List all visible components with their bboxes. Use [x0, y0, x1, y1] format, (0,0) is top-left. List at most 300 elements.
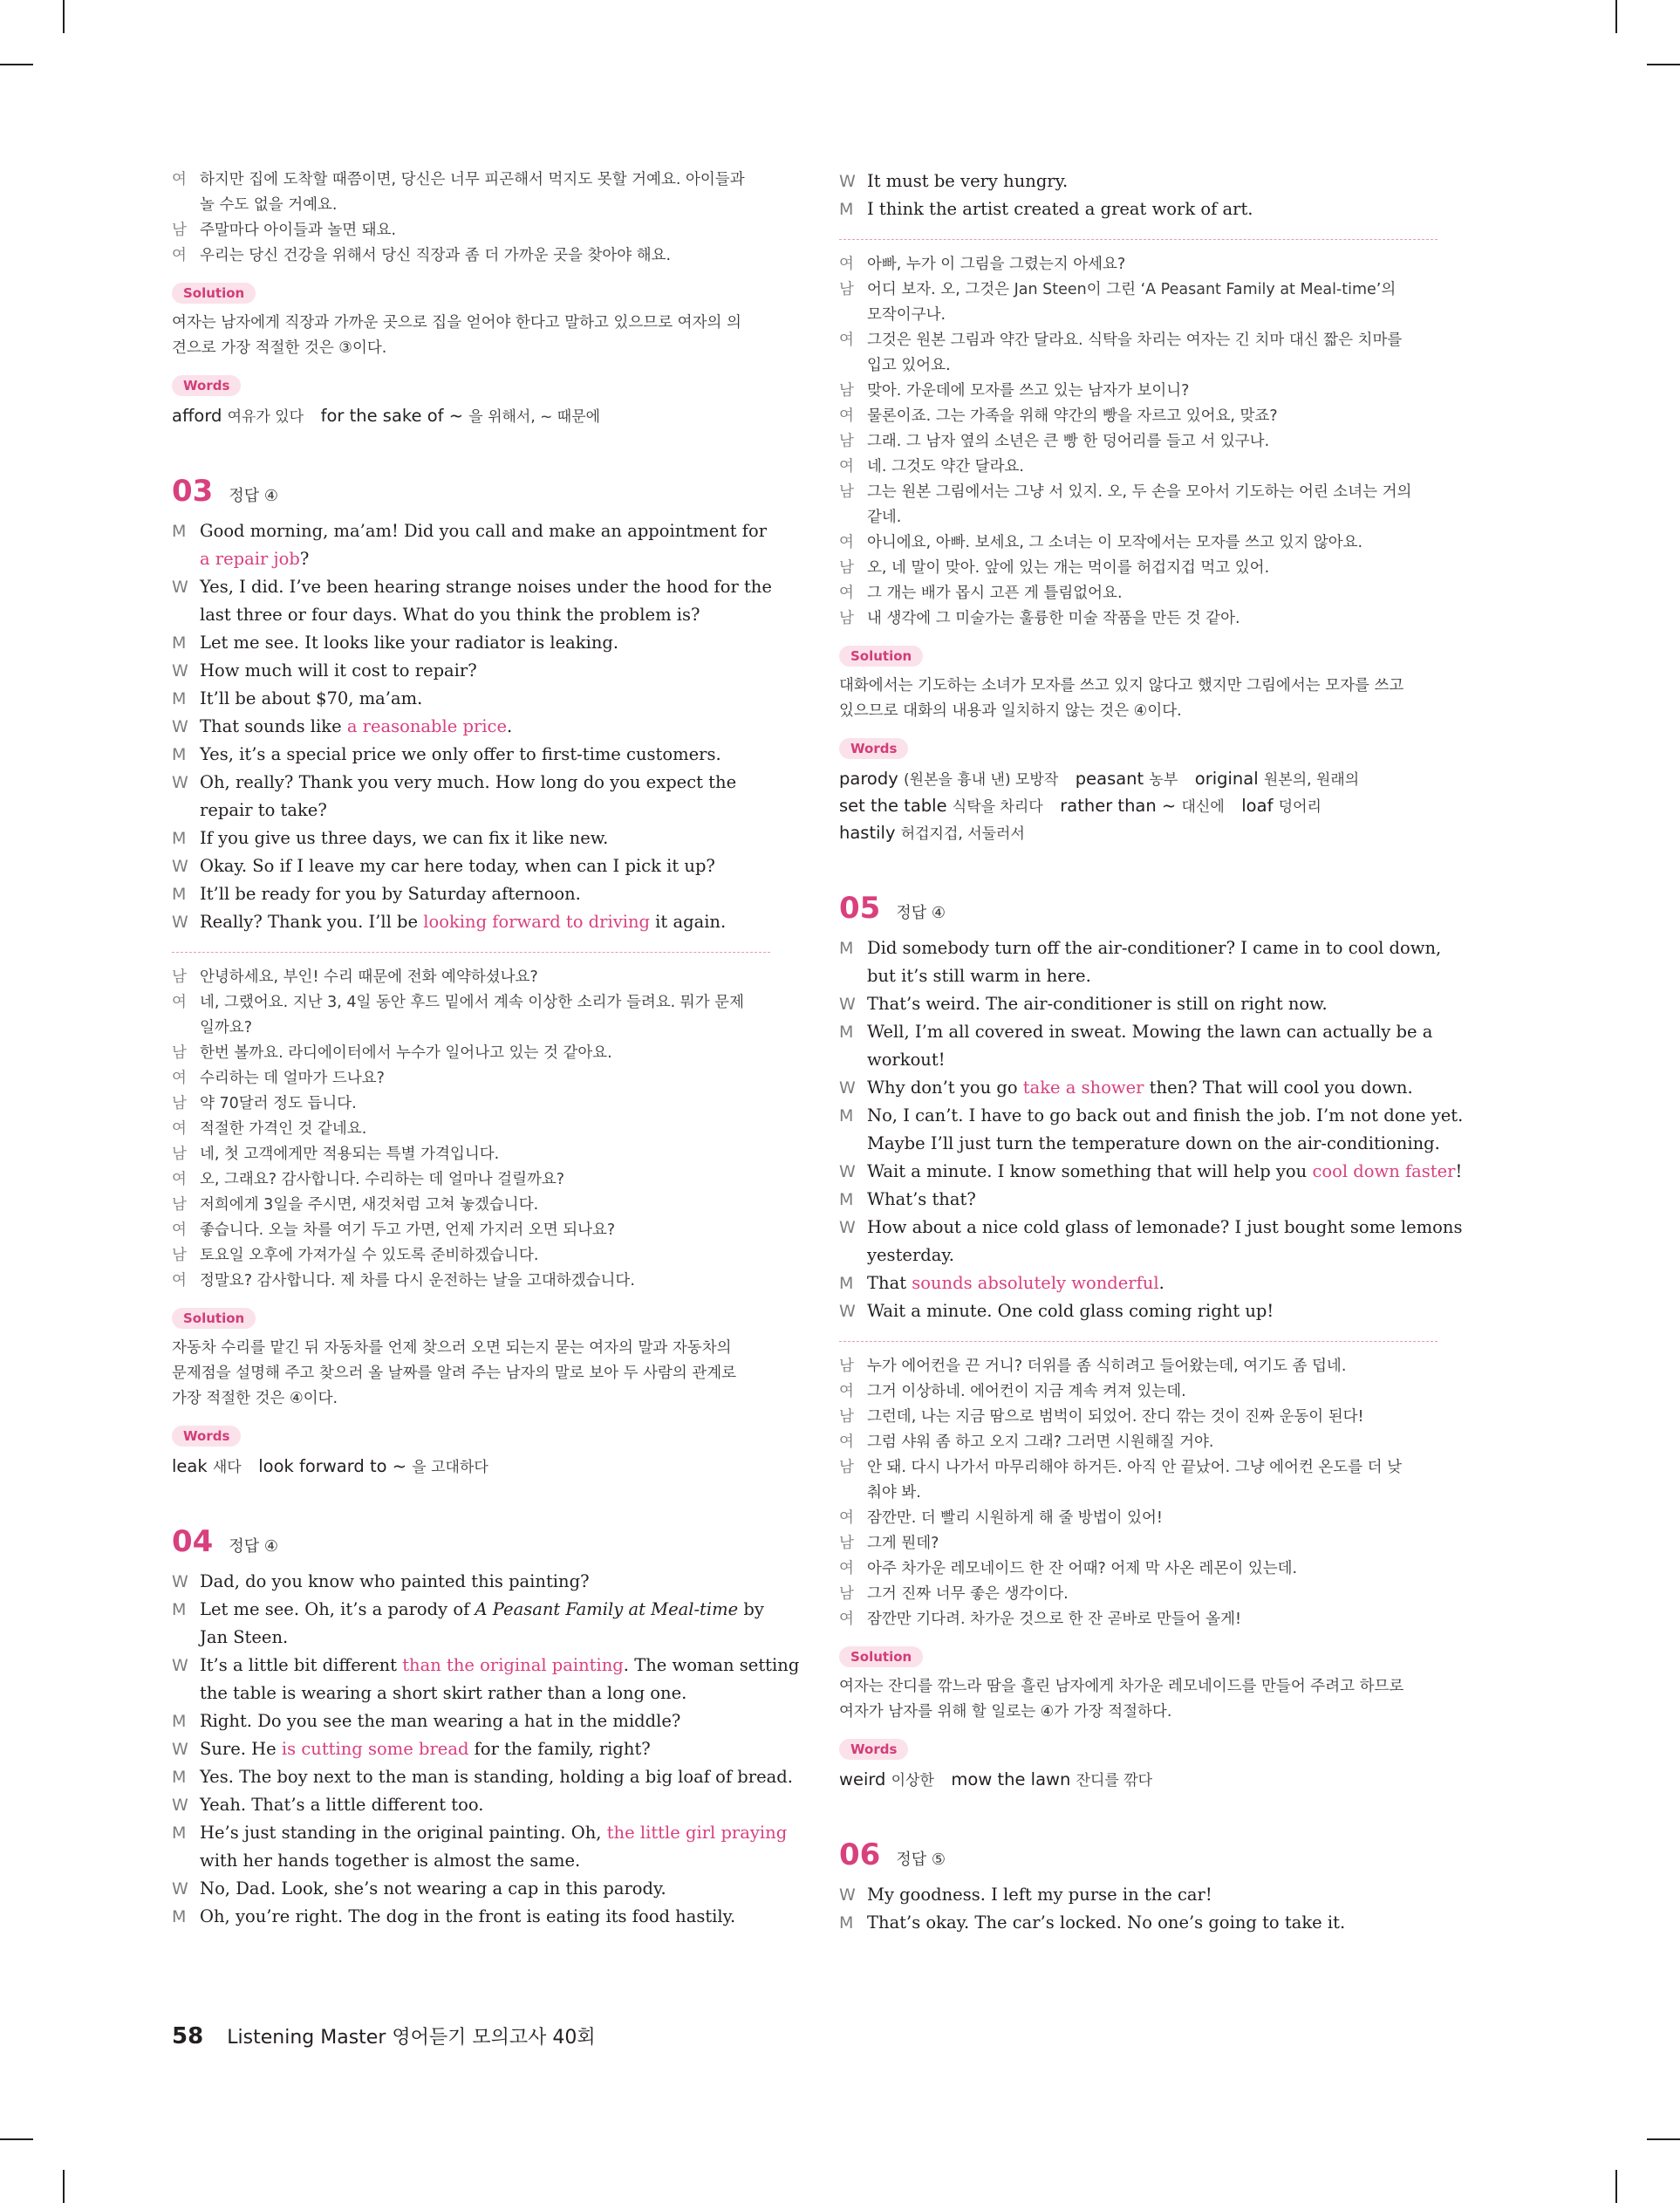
dialogue-text: by: [738, 1599, 764, 1619]
korean-translation: [839, 252, 1438, 632]
words-row: [839, 1767, 1438, 1794]
speaker-label: M: [172, 745, 187, 764]
dialogue-line: [172, 573, 770, 601]
highlight-phrase: the little girl praying: [606, 1823, 788, 1843]
translation-text: 모작이구나.: [867, 306, 946, 324]
dialogue-text: Yes. The boy next to the man is standing, holding a big loaf of bread.: [200, 1767, 793, 1787]
solution-line: 있으므로 대화의 내용과 일치하지 않는 것은 ④이다.: [839, 702, 1182, 720]
words-list: [172, 1454, 770, 1481]
translation-text: 같네.: [867, 509, 902, 526]
speaker-label: 여: [839, 585, 854, 602]
dialogue-line: [172, 824, 770, 852]
words-badge: Words: [172, 1426, 241, 1447]
speaker-label: 남: [172, 968, 187, 986]
crop-mark: [1647, 64, 1680, 65]
translation-text: 오, 네 말이 맞아. 앞에 있는 개는 먹이를 허겁지겁 먹고 있어.: [867, 559, 1270, 577]
translation-text: 한번 볼까요. 라디에이터에서 누수가 일어나고 있는 것 같아요.: [200, 1044, 612, 1062]
vocab-meaning: 을 고대하다: [412, 1459, 488, 1476]
crop-mark: [63, 0, 65, 33]
speaker-label: W: [172, 913, 188, 932]
translation-line: [172, 965, 770, 990]
dialogue-text: No, I can’t. I have to go back out and finish the job. I’m not done yet.: [867, 1105, 1464, 1125]
solution-line: 여자는 남자에게 직장과 가까운 곳으로 집을 얻어야 한다고 말하고 있으므로 여자의 의: [172, 314, 741, 332]
english-dialogue: [172, 1568, 800, 1931]
dialogue-text: !: [1455, 1161, 1463, 1181]
question-number: 03: [172, 474, 214, 509]
dialogue-line: [172, 769, 770, 797]
dialogue-text: It’ll be ready for you by Saturday afternoon.: [200, 884, 581, 904]
dialogue-text: A Peasant Family at Meal-time: [475, 1599, 739, 1619]
translation-text: 내 생각에 그 미술가는 훌륭한 미술 작품을 만든 것 같아.: [867, 610, 1240, 627]
speaker-label: W: [172, 1656, 188, 1675]
speaker-label: 여: [839, 458, 854, 475]
dialogue-text: workout!: [867, 1050, 946, 1070]
vocab-meaning: 이상한: [891, 1772, 934, 1789]
translation-text: 입고 있어요.: [867, 357, 951, 374]
words-badge: Words: [172, 375, 241, 396]
speaker-label: 남: [839, 1535, 854, 1552]
speaker-label: W: [839, 1302, 856, 1321]
dialogue-line: [839, 1186, 1438, 1214]
speaker-label: M: [172, 885, 187, 904]
speaker-label: M: [839, 1106, 854, 1125]
solution-line: 대화에서는 기도하는 소녀가 모자를 쓰고 있지 않다고 했지만 그림에서는 모자를 쓰고: [839, 677, 1404, 694]
translation-text: 약 70달러 정도 듭니다.: [200, 1095, 357, 1112]
translation-text: 맞아. 가운데에 모자를 쓰고 있는 남자가 보이니?: [867, 382, 1190, 400]
translation-line: [839, 480, 1438, 505]
translation-line: [839, 1379, 1438, 1405]
vocab-term: leak: [172, 1456, 208, 1476]
speaker-label: W: [839, 1162, 856, 1181]
words-list: [172, 403, 770, 430]
dialogue-text: Good morning, ma’am! Did you call and make an appointment for: [200, 521, 768, 541]
translation-line: [839, 303, 1438, 328]
translation-line: [839, 455, 1438, 480]
dialogue-line: [172, 1875, 770, 1903]
vocab-term: set the table: [839, 796, 947, 816]
dialogue-line: [172, 1819, 788, 1847]
dialogue-text: Sure. He: [200, 1739, 282, 1759]
dialogue-line: [172, 1680, 770, 1707]
dialogue-text: . The woman setting: [623, 1655, 800, 1675]
question-header: [839, 1837, 1438, 1872]
question-number: 06: [839, 1837, 881, 1872]
speaker-label: M: [172, 633, 187, 653]
solution-badge: Solution: [839, 646, 923, 667]
speaker-label: 여: [839, 332, 854, 349]
translation-line: [172, 1167, 770, 1193]
dialogue-line: [839, 1269, 1438, 1297]
solution-line: 견으로 가장 적절한 것은 ③이다.: [172, 339, 387, 357]
dialogue-line: [172, 797, 770, 824]
dialogue-text: Did somebody turn off the air-conditioner? I came in to cool down,: [867, 938, 1442, 958]
crop-mark: [1615, 0, 1617, 33]
translation-text: 그 개는 배가 몹시 고픈 게 틀림없어요.: [867, 585, 1123, 602]
speaker-label: 여: [172, 994, 187, 1011]
dialogue-line: [839, 1214, 1463, 1242]
dialogue-line: [839, 1130, 1438, 1158]
translation-text: 네. 그것도 약간 달라요.: [867, 458, 1024, 475]
translation-text: 물론이죠. 그는 가족을 위해 약간의 빵을 자르고 있어요, 맞죠?: [867, 407, 1278, 425]
translation-text: 주말마다 아이들과 놀면 돼요.: [200, 222, 397, 239]
translation-text: 네, 첫 고객에게만 적용되는 특별 가격입니다.: [200, 1146, 500, 1163]
speaker-label: 여: [839, 256, 854, 273]
translation-text: 적절한 가격인 것 같네요.: [200, 1120, 367, 1138]
speaker-label: 남: [172, 1196, 187, 1214]
dialogue-line: [172, 741, 770, 769]
translation-line: [172, 1066, 770, 1091]
dialogue-line: [172, 880, 770, 908]
translation-text: 아빠, 누가 이 그림을 그렸는지 아세요?: [867, 256, 1126, 273]
dialogue-text: Wait a minute. One cold glass coming right up!: [867, 1301, 1274, 1321]
dialogue-text: Maybe I’ll just turn the temperature down on the air-conditioning.: [867, 1133, 1440, 1153]
page-number: 58: [172, 2023, 204, 2049]
dialogue-line: [172, 1763, 793, 1791]
dialogue-text: Right. Do you see the man wearing a hat in the middle?: [200, 1711, 681, 1731]
translation-line: [172, 990, 770, 1016]
dialogue-text: then? That will cool you down.: [1144, 1078, 1413, 1098]
words-list: [839, 766, 1438, 847]
english-dialogue: [172, 517, 770, 936]
translation-text: 어디 보자. 오, 그것은 Jan Steen이 그린 ‘A Peasant Family at Meal-time’의: [867, 281, 1397, 298]
translation-line: [172, 1142, 770, 1167]
words-row: [839, 793, 1438, 820]
speaker-label: 남: [839, 1358, 854, 1375]
speaker-label: 남: [839, 559, 854, 577]
speaker-label: 남: [839, 1408, 854, 1426]
translation-text: 그래. 그 남자 옆의 소년은 큰 빵 한 덩어리를 들고 서 있구나.: [867, 433, 1270, 450]
dialogue-line: [839, 1297, 1438, 1325]
translation-text: 누가 에어컨을 끈 거니? 더위를 좀 식히려고 들어왔는데, 여기도 좀 덥네.: [867, 1358, 1347, 1375]
translation-text: 춰야 봐.: [867, 1484, 921, 1502]
solution-line: 문제점을 설명해 주고 찾으러 올 날짜를 알려 주는 남자의 말로 보아 두 사람의 관계로: [172, 1365, 737, 1382]
answer-label: 정답 ⑤: [896, 1851, 946, 1869]
speaker-label: M: [839, 200, 854, 219]
dialogue-text: it again.: [649, 912, 727, 932]
translation-text: 좋습니다. 오늘 차를 여기 두고 가면, 언제 가지러 오면 되나요?: [200, 1221, 616, 1239]
dialogue-line: [172, 629, 770, 657]
speaker-label: 남: [839, 281, 854, 298]
speaker-label: 남: [839, 483, 854, 501]
translation-line: [172, 1117, 770, 1142]
translation-text: 놀 수도 없을 거예요.: [200, 196, 338, 214]
dialogue-text: Yeah. That’s a little different too.: [200, 1795, 484, 1815]
dialogue-text: Oh, you’re right. The dog in the front is eating its food hastily.: [200, 1906, 736, 1926]
speaker-label: M: [172, 1907, 187, 1926]
translation-text: 우리는 당신 건강을 위해서 당신 직장과 좀 더 가까운 곳을 찾아야 해요.: [200, 247, 672, 264]
right-column: [839, 168, 1464, 1937]
solution-badge: Solution: [172, 283, 256, 304]
dialogue-line: [839, 1018, 1438, 1046]
translation-line: [839, 1455, 1438, 1481]
solution-text: [839, 674, 1438, 724]
translation-line: [839, 1582, 1438, 1607]
dialogue-text: Really? Thank you. I’ll be: [200, 912, 424, 932]
dialogue-text: I think the artist created a great work of art.: [867, 199, 1253, 219]
speaker-label: W: [172, 857, 188, 876]
vocab-meaning: 덩어리: [1278, 798, 1321, 816]
book-title: Listening Master 영어듣기 모의고사 40회: [227, 2027, 596, 2049]
solution-text: [172, 311, 770, 361]
dialogue-text: That’s weird. The air-conditioner is still on right now.: [867, 994, 1328, 1014]
speaker-label: M: [172, 1712, 187, 1731]
speaker-label: 남: [172, 1146, 187, 1163]
dialogue-line: [839, 962, 1438, 990]
translation-text: 토요일 오후에 가져가실 수 있도록 준비하겠습니다.: [200, 1247, 539, 1264]
dialogue-text: Well, I’m all covered in sweat. Mowing the lawn can actually be a: [867, 1022, 1433, 1042]
speaker-label: M: [172, 1823, 187, 1843]
dialogue-text: It’s a little bit different: [200, 1655, 403, 1675]
vocab-term: peasant: [1075, 769, 1144, 789]
words-row: [172, 403, 770, 430]
crop-mark: [0, 2138, 33, 2140]
answer-label: 정답 ④: [229, 487, 278, 505]
speaker-label: M: [172, 689, 187, 708]
translation-line: [839, 1531, 1438, 1556]
highlight-phrase: take a shower: [1022, 1078, 1144, 1098]
dialogue-line: [839, 1102, 1464, 1130]
speaker-label: 남: [172, 1095, 187, 1112]
vocab-meaning: 원본의, 원래의: [1263, 771, 1360, 789]
dashed-divider: [172, 952, 770, 953]
dialogue-line: [839, 195, 1438, 223]
vocab-meaning: 을 위해서, ~ 때문에: [468, 408, 601, 426]
translation-line: [172, 218, 770, 243]
translation-line: [172, 1218, 770, 1243]
translation-text: 그런데, 나는 지금 땀으로 범벅이 되었어. 잔디 깎는 것이 진짜 운동이 된다!: [867, 1408, 1364, 1426]
dialogue-text: Dad, do you know who painted this painting?: [200, 1571, 590, 1591]
speaker-label: W: [839, 172, 856, 191]
highlight-phrase: is cutting some bread: [281, 1739, 469, 1759]
vocab-term: original: [1194, 769, 1259, 789]
translation-line: [839, 353, 1438, 379]
speaker-label: 여: [172, 1171, 187, 1188]
speaker-label: 남: [839, 1459, 854, 1476]
translation-line: [839, 379, 1438, 404]
question-number: 05: [839, 891, 881, 926]
dialogue-text: Yes, it’s a special price we only offer to first-time customers.: [200, 744, 721, 764]
crop-mark: [63, 2170, 65, 2203]
dialogue-line: [839, 1158, 1463, 1186]
dialogue-text: He’s just standing in the original painting. Oh,: [200, 1823, 607, 1843]
translation-text: 그것은 원본 그림과 약간 달라요. 식탁을 차리는 여자는 긴 치마 대신 짧은 치마를: [867, 332, 1403, 349]
speaker-label: 여: [839, 1433, 854, 1451]
speaker-label: 남: [839, 433, 854, 450]
speaker-label: 여: [839, 1611, 854, 1628]
speaker-label: 남: [172, 1247, 187, 1264]
crop-mark: [0, 64, 33, 65]
words-badge: Words: [839, 1739, 908, 1760]
dialogue-text: It’ll be about $70, ma’am.: [200, 688, 423, 708]
korean-translation: [839, 1354, 1438, 1632]
translation-line: [172, 1193, 770, 1218]
highlight-phrase: a repair job: [200, 549, 300, 569]
question-06: [839, 1837, 1438, 1937]
question-header: [172, 474, 770, 509]
translation-text: 저희에게 3일을 주시면, 새것처럼 고쳐 놓겠습니다.: [200, 1196, 539, 1214]
vocab-meaning: 여유가 있다: [227, 408, 304, 426]
speaker-label: M: [172, 522, 187, 541]
speaker-label: 여: [172, 1272, 187, 1290]
highlight-phrase: sounds absolutely wonderful: [912, 1273, 1159, 1293]
translation-text: 그거 이상하네. 에어컨이 지금 계속 켜져 있는데.: [867, 1383, 1186, 1400]
translation-line: [172, 1243, 770, 1269]
vocab-term: afford: [172, 406, 222, 426]
translation-line: [839, 530, 1438, 556]
translation-text: 오, 그래요? 감사합니다. 수리하는 데 얼마나 걸릴까요?: [200, 1171, 565, 1188]
speaker-label: 남: [839, 610, 854, 627]
question-header: [839, 891, 1438, 926]
speaker-label: W: [172, 1879, 188, 1899]
dialogue-text: with her hands together is almost the same.: [200, 1851, 581, 1871]
speaker-label: M: [172, 1600, 187, 1619]
solution-line: 여자가 남자를 위해 할 일로는 ④가 가장 적절하다.: [839, 1703, 1172, 1721]
speaker-label: W: [172, 661, 188, 681]
speaker-label: 여: [172, 1070, 187, 1087]
dialogue-text: If you give us three days, we can fix it like new.: [200, 828, 609, 848]
dialogue-text: yesterday.: [867, 1245, 954, 1265]
translation-line: [839, 1430, 1438, 1455]
speaker-label: M: [839, 939, 854, 958]
dialogue-line: [172, 1903, 770, 1931]
speaker-label: 남: [172, 1044, 187, 1062]
words-row: [839, 766, 1438, 793]
dialogue-text: last three or four days. What do you think the problem is?: [200, 605, 700, 625]
dialogue-line: [839, 1074, 1438, 1102]
speaker-label: 여: [839, 534, 854, 551]
dialogue-text: Let me see. Oh, it’s a parody of: [200, 1599, 475, 1619]
dialogue-line: [172, 545, 770, 573]
left-column: [172, 168, 800, 1931]
translation-text: 하지만 집에 도착할 때쯤이면, 당신은 너무 피곤해서 먹지도 못할 거예요. 아이들과: [200, 171, 745, 188]
translation-line: [839, 581, 1438, 606]
dialogue-line: [172, 657, 770, 685]
speaker-label: W: [172, 1796, 188, 1815]
dialogue-line: [172, 1847, 770, 1875]
translation-line: [839, 1354, 1438, 1379]
translation-text: 아니에요, 아빠. 보세요, 그 소녀는 이 모작에서는 모자를 쓰고 있지 않아요.: [867, 534, 1363, 551]
translation-text: 정말요? 감사합니다. 제 차를 다시 운전하는 날을 고대하겠습니다.: [200, 1272, 635, 1290]
highlight-phrase: than the original painting: [402, 1655, 624, 1675]
speaker-label: M: [839, 1023, 854, 1042]
speaker-label: M: [172, 829, 187, 848]
vocab-meaning: 식탁을 차리다: [952, 798, 1043, 816]
dialogue-text: My goodness. I left my purse in the car!: [867, 1885, 1212, 1905]
dialogue-text: .: [1158, 1273, 1164, 1293]
dialogue-text: ?: [299, 549, 310, 569]
translation-line: [839, 1405, 1438, 1430]
speaker-label: 여: [839, 1560, 854, 1577]
dialogue-text: That’s okay. The car’s locked. No one’s going to take it.: [867, 1912, 1346, 1933]
speaker-label: W: [172, 773, 188, 792]
words-row: [172, 1454, 770, 1481]
words-badge: Words: [839, 738, 908, 759]
speaker-label: W: [172, 717, 188, 736]
translation-line: [839, 328, 1438, 353]
vocab-term: rather than ~: [1060, 796, 1177, 816]
dialogue-text: repair to take?: [200, 800, 327, 820]
dialogue-text: the table is wearing a short skirt rather than a long one.: [200, 1683, 687, 1703]
translation-line: [172, 1016, 770, 1041]
dialogue-line: [172, 1624, 770, 1652]
translation-text: 일까요?: [200, 1019, 253, 1037]
words-list: [839, 1767, 1438, 1794]
q04-continued: [839, 168, 1438, 847]
dialogue-line: [172, 713, 770, 741]
dialogue-text: How much will it cost to repair?: [200, 660, 477, 681]
english-dialogue: [839, 1881, 1438, 1937]
speaker-label: M: [839, 1190, 854, 1209]
dialogue-text: Okay. So if I leave my car here today, when can I pick it up?: [200, 856, 715, 876]
dialogue-text: but it’s still warm in here.: [867, 966, 1091, 986]
dialogue-line: [172, 685, 770, 713]
translation-line: [839, 1607, 1438, 1632]
dialogue-text: That sounds like: [200, 716, 347, 736]
dialogue-line: [839, 1881, 1438, 1909]
translation-text: 그럼 샤워 좀 하고 오지 그래? 그러면 시원해질 거야.: [867, 1433, 1214, 1451]
vocab-meaning: 새다: [212, 1459, 242, 1476]
crop-mark: [1615, 2170, 1617, 2203]
speaker-label: W: [172, 1740, 188, 1759]
dialogue-line: [172, 908, 770, 936]
dialogue-line: [172, 1652, 800, 1680]
vocab-term: weird: [839, 1769, 886, 1789]
question-03: [172, 474, 770, 1481]
translation-line: [839, 1506, 1438, 1531]
solution-text: [839, 1674, 1438, 1725]
translation-line: [839, 1556, 1438, 1582]
speaker-label: M: [172, 1768, 187, 1787]
vocab-meaning: 농부: [1149, 771, 1178, 789]
dialogue-text: .: [507, 716, 513, 736]
dialogue-line: [839, 168, 1438, 195]
translation-line: [172, 243, 770, 269]
speaker-label: 여: [172, 1221, 187, 1239]
dialogue-line: [172, 1707, 770, 1735]
vocab-term: mow the lawn: [951, 1769, 1071, 1789]
dialogue-text: Jan Steen.: [200, 1627, 289, 1647]
translation-line: [839, 252, 1438, 277]
translation-text: 그거 진짜 너무 좋은 생각이다.: [867, 1585, 1069, 1603]
translation-line: [172, 1269, 770, 1294]
solution-badge: Solution: [172, 1308, 256, 1329]
translation-text: 네, 그랬어요. 지난 3, 4일 동안 후드 밑에서 계속 이상한 소리가 들려요. 뭐가 문제: [200, 994, 744, 1011]
dialogue-text: Wait a minute. I know something that will help you: [867, 1161, 1313, 1181]
speaker-label: 남: [839, 382, 854, 400]
page-footer: [172, 2022, 596, 2049]
speaker-label: W: [839, 1218, 856, 1237]
translation-line: [839, 404, 1438, 429]
translation-line: [839, 606, 1438, 632]
speaker-label: 여: [839, 1383, 854, 1400]
speaker-label: 여: [839, 407, 854, 425]
dialogue-line: [839, 1242, 1438, 1269]
dialogue-line: [172, 1596, 770, 1624]
dialogue-text: Let me see. It looks like your radiator is leaking.: [200, 633, 619, 653]
vocab-meaning: 잔디를 깎다: [1076, 1772, 1153, 1789]
words-row: [839, 820, 1438, 847]
dialogue-line: [172, 852, 770, 880]
dialogue-line: [172, 601, 770, 629]
translation-text: 잠깐만 기다려. 차가운 것으로 한 잔 곧바로 만들어 올게!: [867, 1611, 1241, 1628]
speaker-label: W: [172, 578, 188, 597]
vocab-term: parody: [839, 769, 898, 789]
solution-text: [172, 1336, 770, 1412]
dialogue-text: No, Dad. Look, she’s not wearing a cap in this parody.: [200, 1878, 666, 1899]
question-04: [172, 1524, 800, 1931]
vocab-meaning: (원본을 흉내 낸) 모방작: [903, 771, 1059, 789]
crop-mark: [1647, 2138, 1680, 2140]
